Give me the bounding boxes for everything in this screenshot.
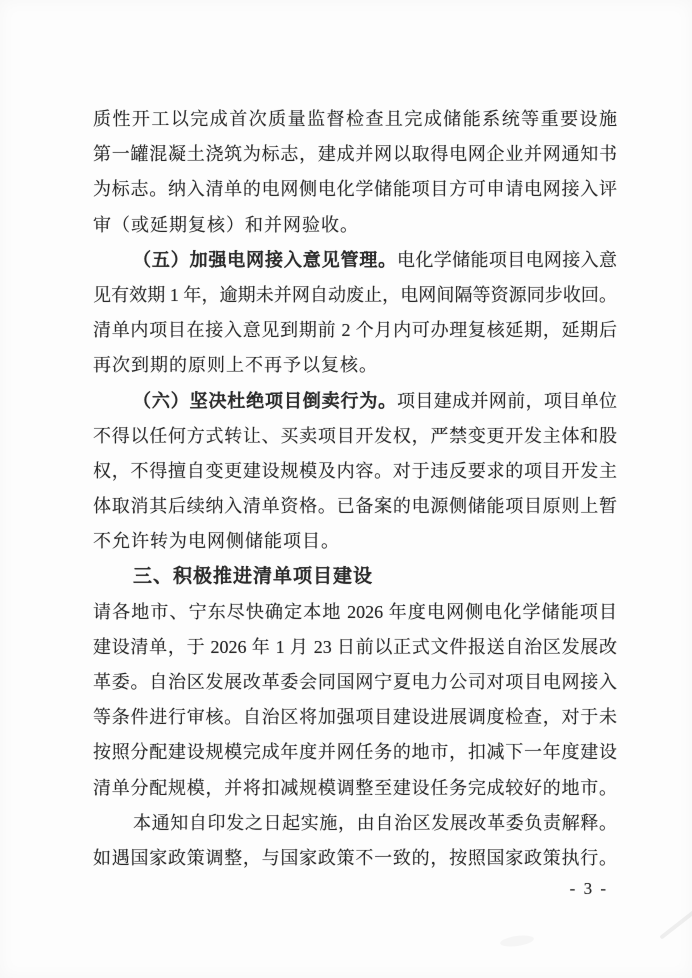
line-text: 见有效期 1 年，逾期未并网自动废止，电网间隔等资源同步收回。 — [93, 284, 617, 305]
document-line — [93, 208, 617, 243]
line-text: 本通知自印发之日起实施，由自治区发展改革委负责解释。 — [133, 812, 617, 833]
line-text: 清单分配规模，并将扣减规模调整至建设任务完成较好的地市。 — [93, 777, 617, 798]
line-text: 建设清单，于 2026 年 1 月 23 日前以正式文件报送自治区发展改 — [93, 636, 617, 657]
line-text: 质性开工以完成首次质量监督检查且完成储能系统等重要设施 — [93, 109, 617, 129]
line-text: 第一罐混凝土浇筑为标志，建成并网以取得电网企业并网通知书 — [93, 144, 617, 165]
document-text-block — [93, 102, 617, 876]
section-heading — [93, 559, 617, 594]
document-line — [93, 348, 617, 383]
line-text: 清单内项目在接入意见到期前 2 个月内可办理复核延期，延期后 — [93, 320, 617, 341]
scan-artifact — [659, 904, 692, 939]
document-line — [93, 419, 617, 454]
page-number: - 3 - — [569, 879, 608, 898]
paragraph-bold-lead: （六）坚决杜绝项目倒卖行为。 — [133, 390, 398, 411]
document-line — [93, 771, 617, 806]
line-text: 项目建成并网前，项目单位 — [397, 390, 617, 411]
line-text: 电化学储能项目电网接入意 — [397, 249, 617, 270]
document-line — [93, 524, 617, 559]
document-line — [93, 700, 617, 735]
line-text: 三、积极推进清单项目建设 — [133, 566, 374, 588]
document-line — [93, 102, 617, 137]
paragraph-bold-lead: （五）加强电网接入意见管理。 — [133, 249, 398, 270]
line-text: 革委。自治区发展改革委会同国网宁夏电力公司对项目电网接入 — [93, 672, 617, 692]
line-text: 权，不得擅自变更建设规模及内容。对于违反要求的项目开发主 — [93, 460, 617, 481]
document-line — [93, 172, 617, 207]
scan-artifact — [499, 934, 534, 949]
line-text: 为标志。纳入清单的电网侧电化学储能项目方可申请电网接入评 — [93, 179, 617, 200]
document-line — [93, 313, 617, 348]
document-line — [93, 243, 617, 278]
document-line — [93, 841, 617, 876]
line-text: 不允许转为电网侧储能项目。 — [93, 531, 340, 552]
line-text: 不得以任何方式转让、买卖项目开发权，严禁变更开发主体和股 — [93, 425, 617, 446]
document-line — [93, 489, 617, 524]
document-line — [93, 384, 617, 419]
document-line — [93, 137, 617, 172]
line-text: 如遇国家政策调整，与国家政策不一致的，按照国家政策执行。 — [93, 847, 617, 868]
line-text: 再次到期的原则上不再予以复核。 — [93, 355, 378, 376]
line-text: 等条件进行审核。自治区将加强项目建设进展调度检查，对于未 — [93, 707, 617, 728]
line-text: 审（或延期复核）和并网验收。 — [93, 214, 359, 235]
document-line — [93, 278, 617, 313]
line-text: 请各地市、宁东尽快确定本地 2026 年度电网侧电化学储能项目 — [93, 601, 617, 622]
document-line — [93, 454, 617, 489]
document-line — [93, 630, 617, 665]
document-line — [93, 665, 617, 700]
line-text: 体取消其后续纳入清单资格。已备案的电源侧储能项目原则上暂 — [93, 496, 617, 517]
document-line — [93, 806, 617, 841]
document-line — [93, 735, 617, 770]
document-line — [93, 595, 617, 630]
line-text: 按照分配建设规模完成年度并网任务的地市，扣减下一年度建设 — [93, 742, 617, 763]
